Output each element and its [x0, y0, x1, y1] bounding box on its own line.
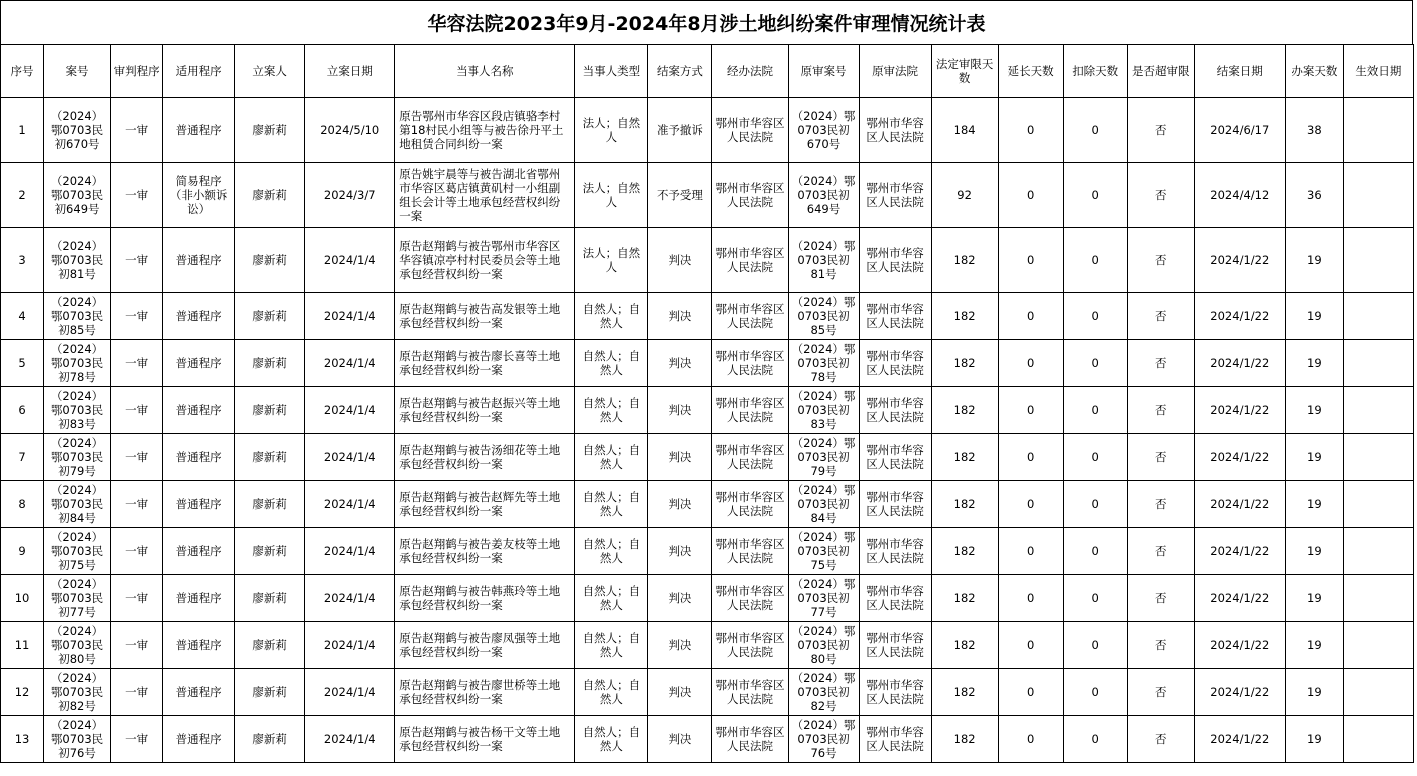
cell-deduction-days: 0 — [1063, 98, 1127, 163]
cell-procedure: 普通程序 — [163, 669, 235, 716]
cell-closing-date: 2024/1/22 — [1194, 434, 1285, 481]
cell-filing-date: 2024/1/4 — [305, 340, 395, 387]
cell-time-limit: 182 — [931, 575, 998, 622]
cell-time-limit: 92 — [931, 163, 998, 228]
cell-orig-case-no: （2024）鄂0703民初77号 — [788, 575, 859, 622]
cell-court: 鄂州市华容区人民法院 — [712, 528, 788, 575]
cell-overdue: 否 — [1127, 481, 1194, 528]
cell-effective-date — [1343, 528, 1413, 575]
cell-orig-court: 鄂州市华容区人民法院 — [859, 622, 931, 669]
cell-seq: 2 — [1, 163, 44, 228]
cell-closing-method: 不予受理 — [648, 163, 712, 228]
header-cell: 经办法院 — [712, 45, 788, 98]
cell-filer: 廖新莉 — [235, 228, 305, 293]
table-row — [1, 481, 1414, 528]
cell-party-type: 自然人；自然人 — [575, 669, 648, 716]
cell-filer: 廖新莉 — [235, 293, 305, 340]
cell-filer: 廖新莉 — [235, 481, 305, 528]
cell-trial-level: 一审 — [111, 669, 163, 716]
cell-procedure: 普通程序 — [163, 716, 235, 763]
cell-party-type: 法人；自然人 — [575, 228, 648, 293]
cell-trial-level: 一审 — [111, 293, 163, 340]
cell-trial-level: 一审 — [111, 622, 163, 669]
cell-extension-days: 0 — [998, 340, 1063, 387]
table-title: 华容法院2023年9月-2024年8月涉土地纠纷案件审理情况统计表 — [0, 0, 1413, 44]
cell-party-type: 自然人；自然人 — [575, 340, 648, 387]
cell-overdue: 否 — [1127, 387, 1194, 434]
table-row — [1, 228, 1414, 293]
cell-closing-date: 2024/6/17 — [1194, 98, 1285, 163]
cell-party: 原告赵翔鹤与被告杨干文等土地承包经营权纠纷一案 — [395, 716, 575, 763]
cell-time-limit: 182 — [931, 481, 998, 528]
cell-orig-case-no: （2024）鄂0703民初85号 — [788, 293, 859, 340]
cell-orig-court: 鄂州市华容区人民法院 — [859, 293, 931, 340]
cell-party-type: 自然人；自然人 — [575, 716, 648, 763]
cell-filer: 廖新莉 — [235, 716, 305, 763]
cell-handling-days: 19 — [1285, 575, 1343, 622]
cell-procedure: 普通程序 — [163, 575, 235, 622]
header-cell: 结案日期 — [1194, 45, 1285, 98]
cell-party: 原告赵翔鹤与被告赵辉先等土地承包经营权纠纷一案 — [395, 481, 575, 528]
case-table — [0, 44, 1414, 763]
cell-effective-date — [1343, 669, 1413, 716]
cell-extension-days: 0 — [998, 98, 1063, 163]
cell-closing-date: 2024/1/22 — [1194, 481, 1285, 528]
header-cell: 立案日期 — [305, 45, 395, 98]
cell-orig-court: 鄂州市华容区人民法院 — [859, 387, 931, 434]
cell-trial-level: 一审 — [111, 481, 163, 528]
cell-filing-date: 2024/1/4 — [305, 528, 395, 575]
cell-orig-case-no: （2024）鄂0703民初670号 — [788, 98, 859, 163]
cell-orig-case-no: （2024）鄂0703民初78号 — [788, 340, 859, 387]
cell-handling-days: 19 — [1285, 622, 1343, 669]
header-cell: 扣除天数 — [1063, 45, 1127, 98]
cell-closing-date: 2024/4/12 — [1194, 163, 1285, 228]
cell-closing-method: 判决 — [648, 575, 712, 622]
cell-court: 鄂州市华容区人民法院 — [712, 669, 788, 716]
header-cell: 结案方式 — [648, 45, 712, 98]
cell-extension-days: 0 — [998, 575, 1063, 622]
cell-closing-method: 判决 — [648, 387, 712, 434]
cell-court: 鄂州市华容区人民法院 — [712, 387, 788, 434]
cell-time-limit: 182 — [931, 528, 998, 575]
cell-filer: 廖新莉 — [235, 98, 305, 163]
cell-deduction-days: 0 — [1063, 387, 1127, 434]
cell-party-type: 自然人；自然人 — [575, 387, 648, 434]
cell-deduction-days: 0 — [1063, 528, 1127, 575]
cell-overdue: 否 — [1127, 575, 1194, 622]
cell-trial-level: 一审 — [111, 387, 163, 434]
cell-orig-case-no: （2024）鄂0703民初81号 — [788, 228, 859, 293]
cell-effective-date — [1343, 293, 1413, 340]
cell-orig-court: 鄂州市华容区人民法院 — [859, 228, 931, 293]
cell-closing-date: 2024/1/22 — [1194, 575, 1285, 622]
cell-party-type: 自然人；自然人 — [575, 528, 648, 575]
cell-party-type: 自然人；自然人 — [575, 481, 648, 528]
cell-effective-date — [1343, 387, 1413, 434]
cell-seq: 7 — [1, 434, 44, 481]
cell-court: 鄂州市华容区人民法院 — [712, 293, 788, 340]
cell-court: 鄂州市华容区人民法院 — [712, 434, 788, 481]
cell-court: 鄂州市华容区人民法院 — [712, 716, 788, 763]
table-row — [1, 163, 1414, 228]
cell-party: 原告姚宇晨等与被告湖北省鄂州市华容区葛店镇黄矶村一小组副组长会计等土地承包经营权纠纷一案 — [395, 163, 575, 228]
cell-seq: 6 — [1, 387, 44, 434]
cell-court: 鄂州市华容区人民法院 — [712, 622, 788, 669]
cell-closing-date: 2024/1/22 — [1194, 387, 1285, 434]
cell-deduction-days: 0 — [1063, 228, 1127, 293]
cell-closing-method: 判决 — [648, 434, 712, 481]
cell-party: 原告鄂州市华容区段店镇骆李村第18村民小组等与被告徐丹平土地租赁合同纠纷一案 — [395, 98, 575, 163]
cell-seq: 5 — [1, 340, 44, 387]
table-row — [1, 98, 1414, 163]
table-row — [1, 387, 1414, 434]
cell-seq: 3 — [1, 228, 44, 293]
cell-trial-level: 一审 — [111, 434, 163, 481]
cell-filer: 廖新莉 — [235, 528, 305, 575]
cell-court: 鄂州市华容区人民法院 — [712, 340, 788, 387]
cell-deduction-days: 0 — [1063, 622, 1127, 669]
cell-deduction-days: 0 — [1063, 434, 1127, 481]
cell-filing-date: 2024/1/4 — [305, 228, 395, 293]
cell-effective-date — [1343, 340, 1413, 387]
cell-case-no: （2024）鄂0703民初75号 — [44, 528, 111, 575]
cell-filer: 廖新莉 — [235, 575, 305, 622]
cell-court: 鄂州市华容区人民法院 — [712, 575, 788, 622]
cell-filing-date: 2024/1/4 — [305, 481, 395, 528]
cell-time-limit: 182 — [931, 293, 998, 340]
cell-procedure: 普通程序 — [163, 434, 235, 481]
header-cell: 适用程序 — [163, 45, 235, 98]
cell-effective-date — [1343, 716, 1413, 763]
cell-deduction-days: 0 — [1063, 716, 1127, 763]
cell-closing-date: 2024/1/22 — [1194, 528, 1285, 575]
cell-trial-level: 一审 — [111, 228, 163, 293]
header-cell: 当事人名称 — [395, 45, 575, 98]
cell-effective-date — [1343, 434, 1413, 481]
cell-effective-date — [1343, 481, 1413, 528]
cell-party: 原告赵翔鹤与被告姜友枝等土地承包经营权纠纷一案 — [395, 528, 575, 575]
cell-deduction-days: 0 — [1063, 575, 1127, 622]
cell-procedure: 普通程序 — [163, 622, 235, 669]
cell-filing-date: 2024/1/4 — [305, 387, 395, 434]
cell-orig-case-no: （2024）鄂0703民初76号 — [788, 716, 859, 763]
cell-filer: 廖新莉 — [235, 669, 305, 716]
cell-overdue: 否 — [1127, 528, 1194, 575]
cell-filing-date: 2024/1/4 — [305, 293, 395, 340]
cell-procedure: 普通程序 — [163, 340, 235, 387]
cell-orig-court: 鄂州市华容区人民法院 — [859, 163, 931, 228]
cell-overdue: 否 — [1127, 163, 1194, 228]
header-cell: 立案人 — [235, 45, 305, 98]
cell-filing-date: 2024/1/4 — [305, 669, 395, 716]
cell-extension-days: 0 — [998, 387, 1063, 434]
cell-filer: 廖新莉 — [235, 622, 305, 669]
cell-handling-days: 19 — [1285, 228, 1343, 293]
cell-orig-court: 鄂州市华容区人民法院 — [859, 98, 931, 163]
header-cell: 生效日期 — [1343, 45, 1413, 98]
cell-orig-case-no: （2024）鄂0703民初82号 — [788, 669, 859, 716]
cell-overdue: 否 — [1127, 293, 1194, 340]
cell-effective-date — [1343, 98, 1413, 163]
cell-seq: 1 — [1, 98, 44, 163]
cell-orig-case-no: （2024）鄂0703民初75号 — [788, 528, 859, 575]
cell-overdue: 否 — [1127, 716, 1194, 763]
cell-seq: 13 — [1, 716, 44, 763]
cell-handling-days: 19 — [1285, 669, 1343, 716]
cell-handling-days: 19 — [1285, 716, 1343, 763]
cell-orig-court: 鄂州市华容区人民法院 — [859, 716, 931, 763]
cell-extension-days: 0 — [998, 622, 1063, 669]
cell-party: 原告赵翔鹤与被告韩燕玲等土地承包经营权纠纷一案 — [395, 575, 575, 622]
cell-extension-days: 0 — [998, 228, 1063, 293]
cell-handling-days: 19 — [1285, 528, 1343, 575]
cell-handling-days: 19 — [1285, 340, 1343, 387]
cell-overdue: 否 — [1127, 98, 1194, 163]
cell-closing-method: 判决 — [648, 622, 712, 669]
table-row — [1, 434, 1414, 481]
cell-case-no: （2024）鄂0703民初649号 — [44, 163, 111, 228]
cell-extension-days: 0 — [998, 163, 1063, 228]
cell-court: 鄂州市华容区人民法院 — [712, 228, 788, 293]
cell-closing-date: 2024/1/22 — [1194, 716, 1285, 763]
cell-closing-method: 判决 — [648, 340, 712, 387]
cell-party-type: 法人；自然人 — [575, 98, 648, 163]
cell-closing-method: 判决 — [648, 481, 712, 528]
cell-orig-case-no: （2024）鄂0703民初79号 — [788, 434, 859, 481]
cell-deduction-days: 0 — [1063, 481, 1127, 528]
cell-orig-case-no: （2024）鄂0703民初84号 — [788, 481, 859, 528]
cell-time-limit: 182 — [931, 716, 998, 763]
table-row — [1, 528, 1414, 575]
header-cell: 法定审限天数 — [931, 45, 998, 98]
cell-handling-days: 19 — [1285, 481, 1343, 528]
cell-orig-court: 鄂州市华容区人民法院 — [859, 340, 931, 387]
header-cell: 原审案号 — [788, 45, 859, 98]
cell-case-no: （2024）鄂0703民初78号 — [44, 340, 111, 387]
cell-time-limit: 182 — [931, 340, 998, 387]
header-cell: 案号 — [44, 45, 111, 98]
cell-extension-days: 0 — [998, 716, 1063, 763]
cell-orig-court: 鄂州市华容区人民法院 — [859, 528, 931, 575]
cell-filing-date: 2024/3/7 — [305, 163, 395, 228]
header-cell: 办案天数 — [1285, 45, 1343, 98]
cell-overdue: 否 — [1127, 228, 1194, 293]
cell-time-limit: 182 — [931, 622, 998, 669]
cell-filer: 廖新莉 — [235, 163, 305, 228]
cell-overdue: 否 — [1127, 622, 1194, 669]
cell-party: 原告赵翔鹤与被告廖凤强等土地承包经营权纠纷一案 — [395, 622, 575, 669]
header-cell: 当事人类型 — [575, 45, 648, 98]
cell-orig-court: 鄂州市华容区人民法院 — [859, 434, 931, 481]
cell-party-type: 自然人；自然人 — [575, 434, 648, 481]
cell-trial-level: 一审 — [111, 163, 163, 228]
cell-case-no: （2024）鄂0703民初82号 — [44, 669, 111, 716]
cell-effective-date — [1343, 163, 1413, 228]
cell-party-type: 自然人；自然人 — [575, 622, 648, 669]
cell-deduction-days: 0 — [1063, 163, 1127, 228]
cell-closing-date: 2024/1/22 — [1194, 622, 1285, 669]
cell-closing-method: 准予撤诉 — [648, 98, 712, 163]
cell-effective-date — [1343, 575, 1413, 622]
cell-party: 原告赵翔鹤与被告汤细花等土地承包经营权纠纷一案 — [395, 434, 575, 481]
cell-deduction-days: 0 — [1063, 340, 1127, 387]
cell-case-no: （2024）鄂0703民初80号 — [44, 622, 111, 669]
table-row — [1, 622, 1414, 669]
cell-handling-days: 19 — [1285, 387, 1343, 434]
cell-trial-level: 一审 — [111, 575, 163, 622]
cell-extension-days: 0 — [998, 528, 1063, 575]
cell-seq: 4 — [1, 293, 44, 340]
cell-party: 原告赵翔鹤与被告赵振兴等土地承包经营权纠纷一案 — [395, 387, 575, 434]
header-cell: 审判程序 — [111, 45, 163, 98]
cell-procedure: 普通程序 — [163, 528, 235, 575]
cell-filer: 廖新莉 — [235, 340, 305, 387]
cell-party: 原告赵翔鹤与被告廖长喜等土地承包经营权纠纷一案 — [395, 340, 575, 387]
cell-case-no: （2024）鄂0703民初79号 — [44, 434, 111, 481]
cell-filing-date: 2024/1/4 — [305, 434, 395, 481]
cell-court: 鄂州市华容区人民法院 — [712, 481, 788, 528]
cell-time-limit: 182 — [931, 387, 998, 434]
cell-trial-level: 一审 — [111, 340, 163, 387]
cell-seq: 10 — [1, 575, 44, 622]
cell-closing-date: 2024/1/22 — [1194, 669, 1285, 716]
cell-party-type: 自然人；自然人 — [575, 575, 648, 622]
cell-time-limit: 184 — [931, 98, 998, 163]
cell-filing-date: 2024/1/4 — [305, 575, 395, 622]
cell-closing-method: 判决 — [648, 228, 712, 293]
cell-extension-days: 0 — [998, 669, 1063, 716]
table-row — [1, 669, 1414, 716]
table-row — [1, 340, 1414, 387]
cell-seq: 9 — [1, 528, 44, 575]
cell-overdue: 否 — [1127, 669, 1194, 716]
header-cell: 原审法院 — [859, 45, 931, 98]
cell-filer: 廖新莉 — [235, 434, 305, 481]
cell-procedure: 普通程序 — [163, 481, 235, 528]
cell-party: 原告赵翔鹤与被告鄂州市华容区华容镇凉亭村村民委员会等土地承包经营权纠纷一案 — [395, 228, 575, 293]
cell-case-no: （2024）鄂0703民初84号 — [44, 481, 111, 528]
cell-time-limit: 182 — [931, 228, 998, 293]
table-body — [1, 98, 1414, 763]
header-row — [1, 45, 1414, 98]
cell-procedure: 简易程序（非小额诉讼） — [163, 163, 235, 228]
cell-filing-date: 2024/1/4 — [305, 622, 395, 669]
cell-case-no: （2024）鄂0703民初670号 — [44, 98, 111, 163]
cell-party: 原告赵翔鹤与被告高发银等土地承包经营权纠纷一案 — [395, 293, 575, 340]
cell-orig-court: 鄂州市华容区人民法院 — [859, 575, 931, 622]
cell-procedure: 普通程序 — [163, 98, 235, 163]
cell-time-limit: 182 — [931, 669, 998, 716]
cell-orig-case-no: （2024）鄂0703民初649号 — [788, 163, 859, 228]
cell-court: 鄂州市华容区人民法院 — [712, 163, 788, 228]
cell-court: 鄂州市华容区人民法院 — [712, 98, 788, 163]
cell-orig-case-no: （2024）鄂0703民初80号 — [788, 622, 859, 669]
cell-deduction-days: 0 — [1063, 669, 1127, 716]
cell-party-type: 自然人；自然人 — [575, 293, 648, 340]
cell-closing-method: 判决 — [648, 528, 712, 575]
cell-procedure: 普通程序 — [163, 387, 235, 434]
cell-closing-method: 判决 — [648, 293, 712, 340]
cell-overdue: 否 — [1127, 340, 1194, 387]
cell-orig-court: 鄂州市华容区人民法院 — [859, 669, 931, 716]
cell-overdue: 否 — [1127, 434, 1194, 481]
cell-party: 原告赵翔鹤与被告廖世桥等土地承包经营权纠纷一案 — [395, 669, 575, 716]
cell-extension-days: 0 — [998, 434, 1063, 481]
cell-case-no: （2024）鄂0703民初81号 — [44, 228, 111, 293]
cell-closing-date: 2024/1/22 — [1194, 293, 1285, 340]
cell-trial-level: 一审 — [111, 716, 163, 763]
cell-party-type: 法人；自然人 — [575, 163, 648, 228]
cell-procedure: 普通程序 — [163, 293, 235, 340]
cell-effective-date — [1343, 622, 1413, 669]
cell-deduction-days: 0 — [1063, 293, 1127, 340]
table-row — [1, 575, 1414, 622]
cell-handling-days: 19 — [1285, 293, 1343, 340]
cell-trial-level: 一审 — [111, 528, 163, 575]
cell-closing-method: 判决 — [648, 669, 712, 716]
cell-closing-date: 2024/1/22 — [1194, 228, 1285, 293]
cell-orig-court: 鄂州市华容区人民法院 — [859, 481, 931, 528]
cell-trial-level: 一审 — [111, 98, 163, 163]
cell-handling-days: 19 — [1285, 434, 1343, 481]
header-cell: 延长天数 — [998, 45, 1063, 98]
table-row — [1, 716, 1414, 763]
cell-filing-date: 2024/1/4 — [305, 716, 395, 763]
cell-case-no: （2024）鄂0703民初76号 — [44, 716, 111, 763]
cell-filing-date: 2024/5/10 — [305, 98, 395, 163]
cell-seq: 11 — [1, 622, 44, 669]
cell-extension-days: 0 — [998, 481, 1063, 528]
cell-seq: 8 — [1, 481, 44, 528]
table-row — [1, 293, 1414, 340]
header-cell: 是否超审限 — [1127, 45, 1194, 98]
cell-effective-date — [1343, 228, 1413, 293]
cell-case-no: （2024）鄂0703民初77号 — [44, 575, 111, 622]
cell-orig-case-no: （2024）鄂0703民初83号 — [788, 387, 859, 434]
cell-case-no: （2024）鄂0703民初83号 — [44, 387, 111, 434]
cell-procedure: 普通程序 — [163, 228, 235, 293]
cell-time-limit: 182 — [931, 434, 998, 481]
cell-closing-method: 判决 — [648, 716, 712, 763]
cell-seq: 12 — [1, 669, 44, 716]
header-cell: 序号 — [1, 45, 44, 98]
cell-filer: 廖新莉 — [235, 387, 305, 434]
cell-handling-days: 36 — [1285, 163, 1343, 228]
cell-closing-date: 2024/1/22 — [1194, 340, 1285, 387]
cell-extension-days: 0 — [998, 293, 1063, 340]
cell-handling-days: 38 — [1285, 98, 1343, 163]
cell-case-no: （2024）鄂0703民初85号 — [44, 293, 111, 340]
